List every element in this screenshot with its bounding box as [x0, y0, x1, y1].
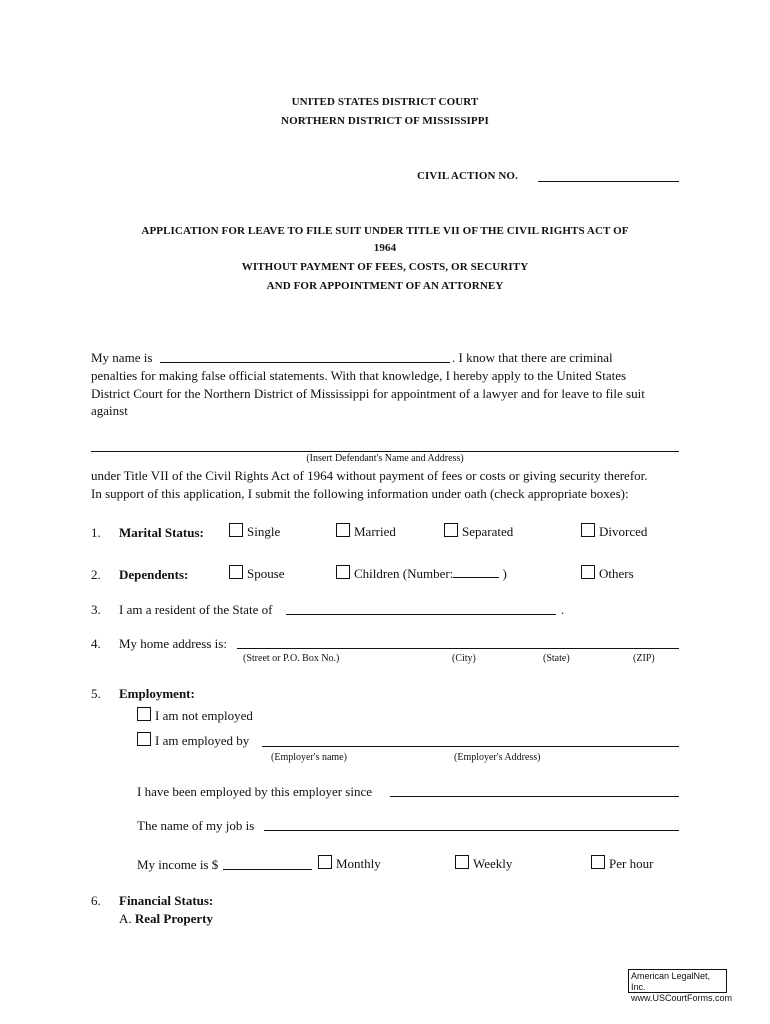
item-3-number: 3.: [91, 602, 101, 617]
intro-line-3: District Court for the Northern District of Mississippi for appointment of a lawyer and for leave to file suit: [91, 386, 645, 401]
state-caption: (State): [543, 653, 570, 664]
defendant-caption: (Insert Defendant's Name and Address): [306, 453, 464, 464]
marital-status-label: Marital Status:: [119, 525, 204, 540]
employed-since-field[interactable]: [390, 796, 679, 797]
resident-label: I am a resident of the State of: [119, 602, 273, 617]
job-name-label: The name of my job is: [137, 818, 255, 833]
publisher-name: American LegalNet, Inc.: [631, 971, 711, 992]
checkbox[interactable]: [229, 523, 243, 537]
income-field[interactable]: [223, 869, 312, 870]
publisher-url: www.USCourtForms.com: [631, 993, 733, 1003]
income-monthly-option[interactable]: Monthly: [318, 855, 381, 872]
publisher-footer: [628, 969, 733, 1003]
checkbox[interactable]: [581, 565, 595, 579]
checkbox[interactable]: [137, 707, 151, 721]
checkbox[interactable]: [229, 565, 243, 579]
employer-name-caption: (Employer's name): [271, 752, 347, 763]
defendant-field[interactable]: [91, 451, 679, 452]
employment-label: Employment:: [119, 686, 195, 701]
checkbox[interactable]: [336, 565, 350, 579]
marital-divorced-option[interactable]: Divorced: [581, 523, 647, 540]
dependents-children-option[interactable]: Children (Number: ): [336, 565, 507, 582]
applicant-name-field[interactable]: [160, 362, 450, 363]
intro-line-2: penalties for making false official statements. With that knowledge, I hereby apply to the United States: [91, 368, 627, 383]
income-weekly-option[interactable]: Weekly: [455, 855, 512, 872]
item-4-number: 4.: [91, 636, 101, 651]
checkbox[interactable]: [137, 732, 151, 746]
civil-action-number-field[interactable]: [538, 181, 679, 182]
item-6-number: 6.: [91, 893, 101, 908]
court-line-2: NORTHERN DISTRICT OF MISSISSIPPI: [281, 115, 489, 127]
court-district: [0, 115, 770, 127]
real-property-heading: A. Real Property: [119, 911, 213, 926]
intro-line-6: In support of this application, I submit the following information under oath (check appropriate boxes):: [91, 486, 629, 501]
title-line-3: WITHOUT PAYMENT OF FEES, COSTS, OR SECURITY: [241, 261, 529, 273]
marital-single-option[interactable]: Single: [229, 523, 280, 540]
home-address-label: My home address is:: [119, 636, 227, 651]
income-label: My income is $: [137, 857, 219, 872]
city-caption: (City): [452, 653, 476, 664]
marital-separated-option[interactable]: Separated: [444, 523, 513, 540]
employer-field[interactable]: [262, 746, 679, 747]
court-name: [0, 96, 770, 108]
checkbox[interactable]: [444, 523, 458, 537]
checkbox[interactable]: [336, 523, 350, 537]
intro-name-suffix: . I know that there are criminal: [452, 350, 613, 365]
intro-name-prefix: My name is: [91, 350, 153, 365]
employer-address-caption: (Employer's Address): [454, 752, 541, 763]
not-employed-option[interactable]: I am not employed: [137, 707, 253, 724]
court-line-1: UNITED STATES DISTRICT COURT: [291, 96, 479, 108]
street-caption: (Street or P.O. Box No.): [243, 653, 340, 664]
children-number-field[interactable]: [453, 576, 499, 578]
item-2-number: 2.: [91, 567, 101, 582]
checkbox[interactable]: [591, 855, 605, 869]
job-name-field[interactable]: [264, 830, 679, 831]
zip-caption: (ZIP): [633, 653, 655, 664]
resident-suffix: .: [561, 602, 565, 617]
employed-since-label: I have been employed by this employer since: [137, 784, 373, 799]
checkbox[interactable]: [318, 855, 332, 869]
title-line-2: 1964: [373, 242, 397, 254]
dependents-spouse-option[interactable]: Spouse: [229, 565, 285, 582]
resident-state-field[interactable]: [286, 614, 556, 615]
marital-married-option[interactable]: Married: [336, 523, 396, 540]
dependents-others-option[interactable]: Others: [581, 565, 634, 582]
checkbox[interactable]: [455, 855, 469, 869]
civil-action-label: CIVIL ACTION NO.: [417, 170, 518, 182]
financial-status-label: Financial Status:: [119, 893, 214, 908]
dependents-label: Dependents:: [119, 567, 189, 582]
intro-line-5: under Title VII of the Civil Rights Act of 1964 without payment of fees or costs or giving security therefor.: [91, 468, 648, 483]
title-line-1: APPLICATION FOR LEAVE TO FILE SUIT UNDER TITLE VII OF THE CIVIL RIGHTS ACT OF: [141, 225, 629, 237]
employed-by-option[interactable]: I am employed by: [137, 732, 249, 749]
item-1-number: 1.: [91, 525, 101, 540]
home-address-field[interactable]: [237, 648, 679, 649]
income-per-hour-option[interactable]: Per hour: [591, 855, 653, 872]
checkbox[interactable]: [581, 523, 595, 537]
title-line-4: AND FOR APPOINTMENT OF AN ATTORNEY: [266, 280, 504, 292]
intro-line-4: against: [91, 403, 128, 418]
item-5-number: 5.: [91, 686, 101, 701]
